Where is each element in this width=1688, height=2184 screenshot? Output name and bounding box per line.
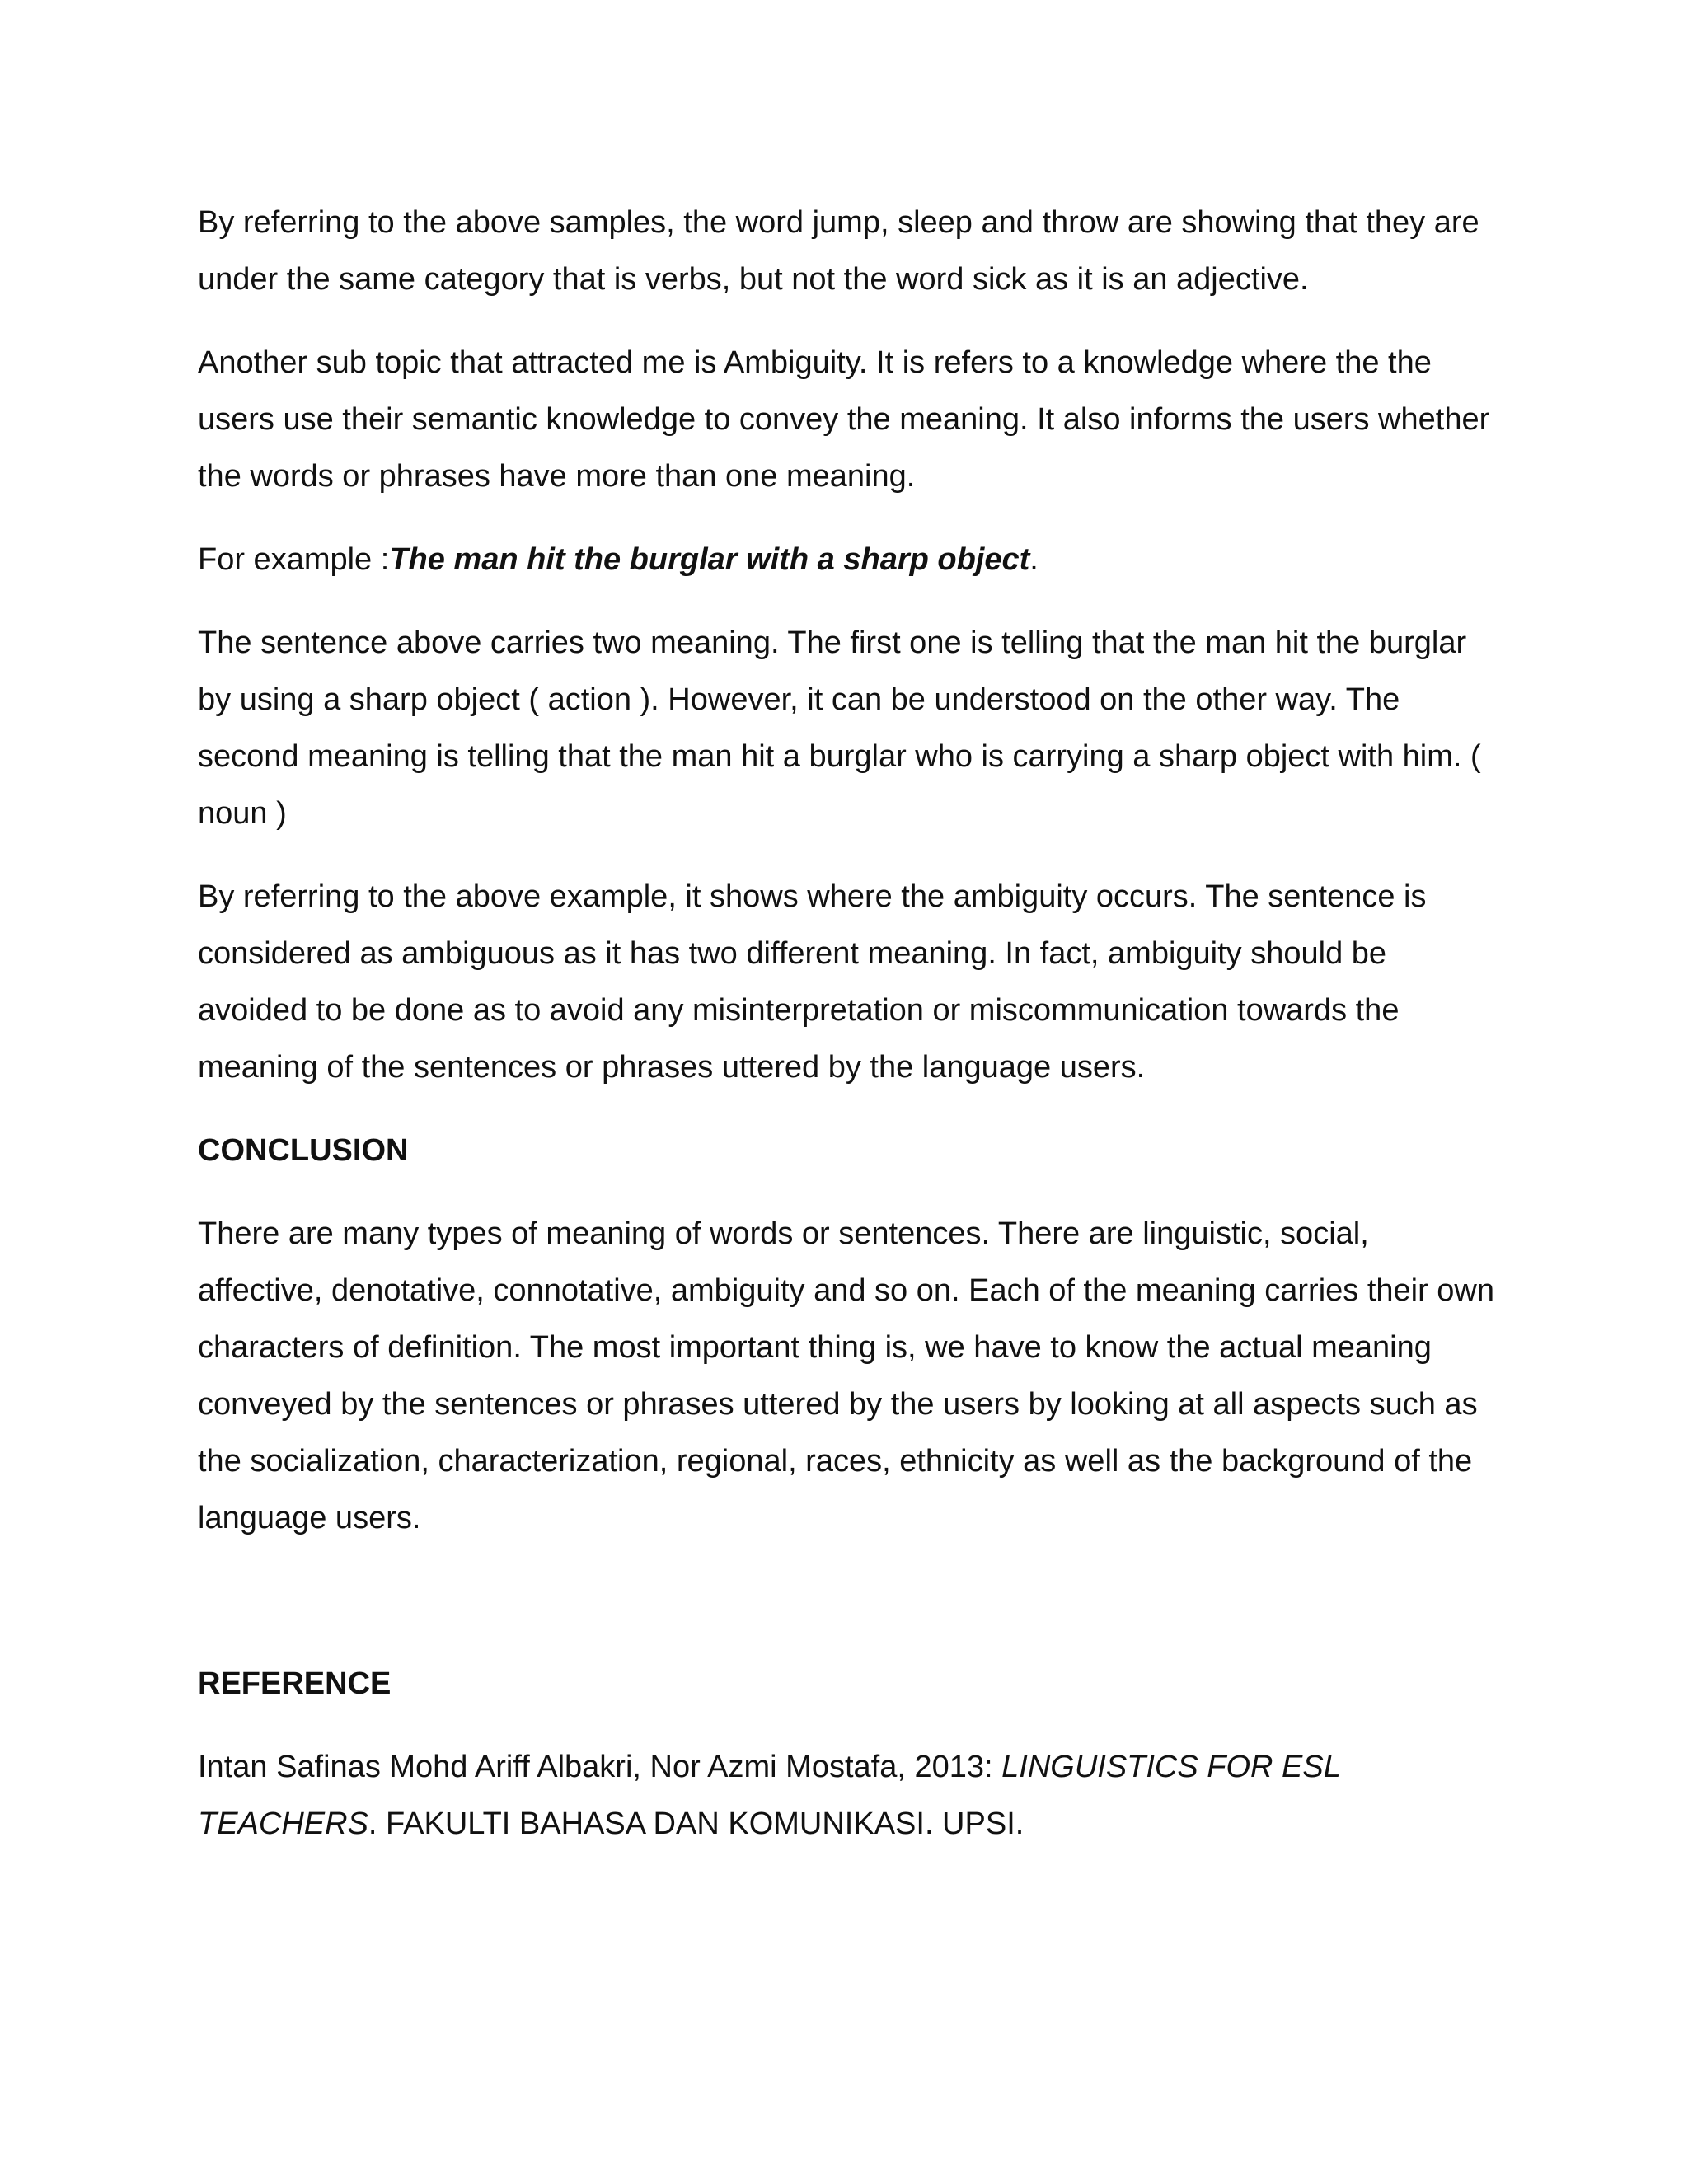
example-sentence: The man hit the burglar with a sharp object xyxy=(389,542,1030,577)
reference-authors: Intan Safinas Mohd Ariff Albakri, Nor Azmi Mostafa, 2013: xyxy=(198,1750,1002,1784)
paragraph-ambiguity-occurs: By referring to the above example, it shows where the ambiguity occurs. The sentence is considered as ambiguous as it has two different meaning. In fact, ambiguity should be avoided to be done as to avoid any misinterpretation or miscommunication towards the meaning of the sentences or phrases uttered by the language users. xyxy=(198,879,1427,1085)
reference-entry xyxy=(198,1739,1500,1853)
paragraph-ambiguity-intro: Another sub topic that attracted me is Ambiguity. It is refers to a knowledge where the the users use their semantic knowledge to convey the meaning. It also informs the users whether the words or phrases have more than one meaning. xyxy=(198,345,1490,494)
example-suffix: . xyxy=(1029,542,1039,577)
conclusion-heading: CONCLUSION xyxy=(198,1133,409,1168)
reference-heading: REFERENCE xyxy=(198,1666,392,1701)
example-prefix: For example : xyxy=(198,542,390,577)
conclusion-text: There are many types of meaning of words or sentences. There are linguistic, social, affective, denotative, connotative, ambiguity and so on. Each of the meaning carries their own characters of definition. The most important thing is, we have to know the actual meaning conveyed by the sentences or phrases uttered by the users by looking at all aspects such as the socialization, characterization, regional, races, ethnicity as well as the background of the language users. xyxy=(198,1216,1495,1535)
paragraph-word-categories: By referring to the above samples, the word jump, sleep and throw are showing that they are under the same category that is verbs, but not the word sick as it is an adjective. xyxy=(198,205,1479,297)
document-body xyxy=(198,194,1500,1879)
paragraph-two-meanings: The sentence above carries two meaning. The first one is telling that the man hit the burglar by using a sharp object ( action ). However, it can be understood on the other way. The second meaning is telling that the man hit a burglar who is carrying a sharp object with him. ( noun ) xyxy=(198,626,1481,831)
paragraph-example xyxy=(198,532,1500,588)
reference-publisher: . FAKULTI BAHASA DAN KOMUNIKASI. UPSI. xyxy=(368,1807,1025,1841)
reference-title: LINGUISTICS FOR ESL TEACHERS xyxy=(198,1750,1341,1841)
section-spacer xyxy=(198,1573,1500,1656)
